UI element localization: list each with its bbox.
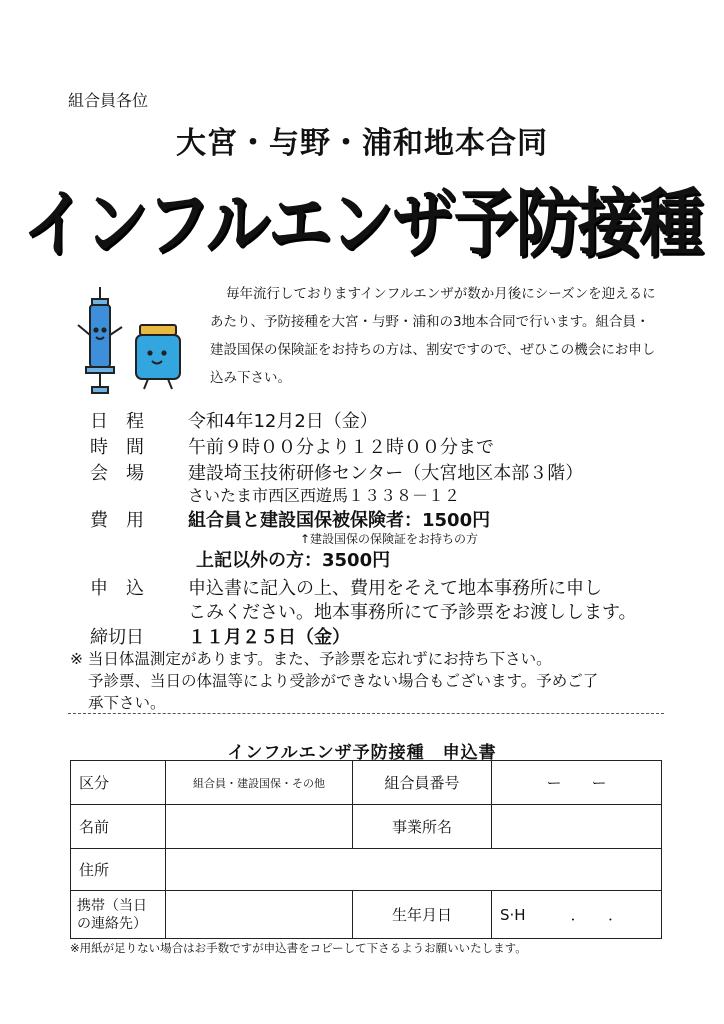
form-title: インフルエンザ予防接種 申込書 bbox=[227, 743, 497, 763]
apply-line-1: 申込書に記入の上、費用をそえて地本事務所に申し bbox=[188, 578, 602, 599]
birth-date-label: 生年月日 bbox=[353, 891, 492, 939]
address-field[interactable] bbox=[166, 849, 662, 891]
time-label: 時 間 bbox=[90, 437, 144, 458]
date-value: 令和4年12月2日（金） bbox=[188, 411, 378, 432]
note-line-2: 予診票、当日の体温等により受診ができない場合もございます。予めご了 bbox=[88, 672, 599, 690]
apply-label: 申 込 bbox=[90, 578, 144, 599]
event-title: インフルエンザ予防接種 bbox=[22, 182, 702, 268]
fee-member: 組合員と建設国保被保険者：1500円 bbox=[188, 510, 491, 531]
deadline-label: 締切日 bbox=[90, 627, 144, 648]
application-form bbox=[70, 760, 662, 939]
notes bbox=[70, 648, 690, 714]
addressee: 組合員各位 bbox=[68, 91, 149, 110]
syringe-and-vial-mascot-icon bbox=[72, 285, 192, 395]
category-options[interactable]: 組合員・建設国保・その他 bbox=[166, 761, 353, 805]
intro-paragraph: 毎年流行しておりますインフルエンザが数か月後にシーズンを迎えるにあたり、予防接種を大宮・与野・浦和の3地本合同で行います。組合員・建設国保の保険証をお持ちの方は、割安ですので、ぜひこの機会にお申し込み下さい。 bbox=[210, 286, 656, 386]
member-number-label: 組合員番号 bbox=[353, 761, 492, 805]
member-number-field[interactable]: ー ー bbox=[492, 761, 662, 805]
phone-field[interactable] bbox=[166, 891, 353, 939]
time-value: 午前９時００分より１２時００分まで bbox=[188, 437, 494, 458]
phone-label: 携帯（当日の連絡先） bbox=[71, 891, 166, 939]
fee-other: 上記以外の方：3500円 bbox=[196, 550, 391, 571]
note-line-1: ※ 当日体温測定があります。また、予診票を忘れずにお持ち下さい。 bbox=[70, 650, 552, 668]
birth-date-field[interactable]: S·H ． ． bbox=[492, 891, 662, 939]
name-label: 名前 bbox=[71, 805, 166, 849]
note-line-3: 承下さい。 bbox=[88, 694, 166, 712]
fee-label: 費 用 bbox=[90, 510, 144, 531]
address-label: 住所 bbox=[71, 849, 166, 891]
office-field[interactable] bbox=[492, 805, 662, 849]
venue-value: 建設埼玉技術研修センター（大宮地区本部３階） bbox=[188, 463, 584, 484]
office-label: 事業所名 bbox=[353, 805, 492, 849]
venue-address: さいたま市西区西遊馬１３３８－１２ bbox=[188, 486, 461, 505]
cut-line bbox=[68, 713, 664, 714]
deadline-value: １１月２５日（金） bbox=[188, 627, 350, 648]
apply-line-2: こみください。地本事務所にて予診票をお渡しします。 bbox=[188, 602, 637, 623]
category-label: 区分 bbox=[71, 761, 166, 805]
event-subtitle: 大宮・与野・浦和地本合同 bbox=[176, 126, 548, 161]
fee-note: ↑建設国保の保険証をお持ちの方 bbox=[300, 532, 479, 546]
venue-label: 会 場 bbox=[90, 463, 144, 484]
footer-note: ※用紙が足りない場合はお手数ですが申込書をコピーして下さるようお願いいたします。 bbox=[70, 941, 527, 955]
date-label: 日 程 bbox=[90, 411, 144, 432]
name-field[interactable] bbox=[166, 805, 353, 849]
